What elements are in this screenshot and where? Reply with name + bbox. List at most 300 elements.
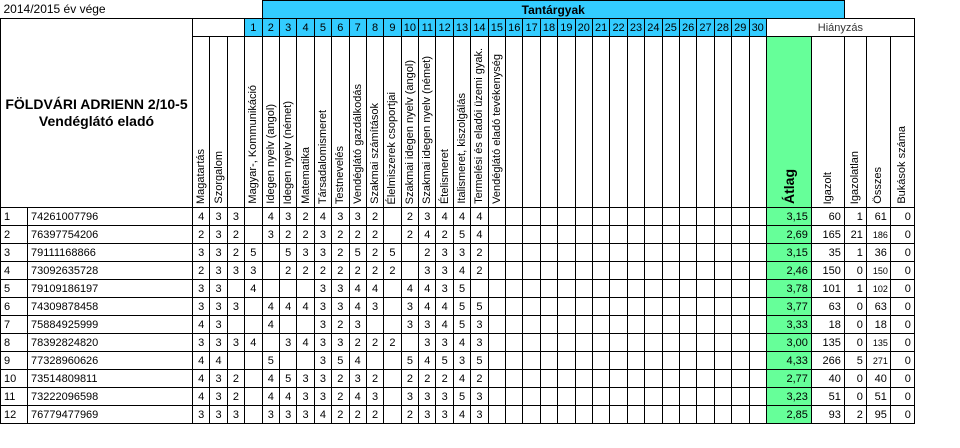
- grade-cell: 2: [384, 262, 401, 280]
- grade-cell: [732, 352, 749, 370]
- grade-cell: [714, 352, 731, 370]
- grade-cell: 2: [297, 226, 314, 244]
- grade-cell: [679, 226, 696, 244]
- grade-cell: [575, 388, 592, 406]
- justified-cell: 150: [811, 262, 844, 280]
- grade-cell: [523, 370, 540, 388]
- col-average-label: Átlag: [780, 169, 797, 204]
- average-cell: 4,33: [766, 352, 811, 370]
- grade-cell: [540, 226, 557, 244]
- unjustified-cell: 0: [844, 262, 866, 280]
- grade-cell: [575, 298, 592, 316]
- col-behaviour: [193, 37, 210, 208]
- failures-cell: 0: [890, 244, 914, 262]
- total-cell: 36: [866, 244, 890, 262]
- grade-cell: [662, 388, 679, 406]
- grade-cell: [506, 262, 523, 280]
- grade-cell: [749, 370, 766, 388]
- subject-number: 2: [262, 19, 279, 37]
- grade-cell: [732, 388, 749, 406]
- unjustified-cell: 0: [844, 334, 866, 352]
- grade-cell: 3: [210, 244, 227, 262]
- grade-cell: [506, 334, 523, 352]
- grade-cell: [245, 226, 262, 244]
- grade-cell: [610, 370, 627, 388]
- grade-cell: [227, 316, 244, 334]
- grade-cell: [384, 298, 401, 316]
- grade-cell: [732, 280, 749, 298]
- grade-cell: [540, 244, 557, 262]
- grade-cell: [749, 298, 766, 316]
- subject-number: 18: [540, 19, 557, 37]
- unjustified-cell: 0: [844, 388, 866, 406]
- grade-cell: [662, 280, 679, 298]
- grade-cell: [245, 388, 262, 406]
- grade-cell: 3: [471, 406, 488, 424]
- subject-number: 14: [471, 19, 488, 37]
- grade-cell: [297, 316, 314, 334]
- grade-cell: [732, 334, 749, 352]
- grade-cell: [227, 352, 244, 370]
- row-number: 5: [1, 280, 28, 298]
- grade-cell: 3: [210, 226, 227, 244]
- grade-cell: 3: [314, 334, 331, 352]
- grade-cell: [627, 370, 644, 388]
- grade-cell: 4: [453, 406, 470, 424]
- grade-cell: 3: [366, 388, 383, 406]
- grade-cell: [714, 262, 731, 280]
- unjustified-cell: 21: [844, 226, 866, 244]
- grade-cell: 2: [297, 208, 314, 226]
- student-id: 79109186197: [28, 280, 193, 298]
- grade-cell: [227, 280, 244, 298]
- grade-cell: 3: [227, 262, 244, 280]
- total-cell: 95: [866, 406, 890, 424]
- grade-cell: [697, 226, 714, 244]
- grade-cell: 3: [332, 334, 349, 352]
- col-subject: [471, 37, 488, 208]
- col-subject-label: Italismeret, kiszolgálás: [456, 93, 469, 204]
- grade-cell: 2: [349, 406, 366, 424]
- grade-cell: 2: [227, 388, 244, 406]
- grade-cell: 3: [210, 406, 227, 424]
- grade-cell: 4: [262, 388, 279, 406]
- col-subject: [679, 37, 696, 208]
- grade-cell: 3: [262, 226, 279, 244]
- grade-cell: 5: [384, 244, 401, 262]
- grade-cell: 3: [210, 262, 227, 280]
- grade-cell: 3: [262, 406, 279, 424]
- grade-cell: 3: [471, 388, 488, 406]
- grade-cell: [645, 208, 662, 226]
- total-cell: 102: [866, 280, 890, 298]
- grade-cell: [714, 208, 731, 226]
- grade-cell: [488, 280, 505, 298]
- grade-cell: [610, 388, 627, 406]
- grade-cell: [506, 298, 523, 316]
- total-cell: 135: [866, 334, 890, 352]
- col-subject: [453, 37, 470, 208]
- subject-number: 29: [732, 19, 749, 37]
- grade-cell: 4: [279, 298, 296, 316]
- grade-cell: [262, 244, 279, 262]
- grade-cell: [245, 316, 262, 334]
- grade-cell: 4: [436, 208, 453, 226]
- grade-cell: [749, 244, 766, 262]
- justified-cell: 266: [811, 352, 844, 370]
- grade-cell: [488, 352, 505, 370]
- col-subject: [749, 37, 766, 208]
- average-cell: 3,15: [766, 208, 811, 226]
- grade-cell: 3: [349, 316, 366, 334]
- grade-cell: 3: [332, 208, 349, 226]
- grade-cell: [627, 406, 644, 424]
- grade-cell: 2: [279, 226, 296, 244]
- grade-cell: 3: [314, 370, 331, 388]
- grade-cell: 4: [453, 208, 470, 226]
- grade-cell: [679, 280, 696, 298]
- col-subject: [558, 37, 575, 208]
- justified-cell: 165: [811, 226, 844, 244]
- col-subject: [506, 37, 523, 208]
- col-subject: [297, 37, 314, 208]
- subject-number: 11: [419, 19, 436, 37]
- total-cell: 186: [866, 226, 890, 244]
- col-subject: [697, 37, 714, 208]
- average-cell: 3,00: [766, 334, 811, 352]
- grade-cell: [558, 208, 575, 226]
- grade-cell: 2: [332, 388, 349, 406]
- grade-cell: 2: [471, 244, 488, 262]
- grade-cell: 2: [193, 262, 210, 280]
- failures-cell: 0: [890, 226, 914, 244]
- grade-cell: [749, 280, 766, 298]
- subject-number: 10: [401, 19, 418, 37]
- grade-cell: [279, 316, 296, 334]
- total-cell: 271: [866, 352, 890, 370]
- grade-cell: 5: [279, 370, 296, 388]
- grade-cell: [662, 262, 679, 280]
- grade-cell: [610, 208, 627, 226]
- grade-cell: [592, 226, 609, 244]
- grade-cell: [575, 406, 592, 424]
- student-id: 75884925999: [28, 316, 193, 334]
- grade-cell: 3: [210, 388, 227, 406]
- grade-cell: 2: [193, 226, 210, 244]
- justified-cell: 60: [811, 208, 844, 226]
- grade-cell: 4: [193, 208, 210, 226]
- grade-cell: [627, 208, 644, 226]
- grade-cell: 4: [349, 388, 366, 406]
- grade-cell: [575, 208, 592, 226]
- grade-cell: 3: [279, 334, 296, 352]
- subject-number: 9: [384, 19, 401, 37]
- header-row-2: [1, 19, 915, 37]
- grade-cell: [523, 334, 540, 352]
- grade-cell: [488, 316, 505, 334]
- grade-cell: [245, 370, 262, 388]
- grade-cell: 3: [193, 244, 210, 262]
- table-row: [1, 208, 915, 226]
- col-subject-label: Testnevelés: [334, 145, 347, 204]
- grade-cell: [697, 334, 714, 352]
- grade-cell: 2: [227, 226, 244, 244]
- average-cell: 2,46: [766, 262, 811, 280]
- grade-cell: [558, 406, 575, 424]
- grade-cell: [627, 262, 644, 280]
- col-failures-label: Bukások száma: [896, 126, 909, 204]
- grade-cell: 3: [227, 334, 244, 352]
- grade-cell: 4: [297, 298, 314, 316]
- grade-cell: 2: [332, 262, 349, 280]
- grade-cell: 5: [401, 352, 418, 370]
- grade-cell: 4: [453, 370, 470, 388]
- grade-cell: 3: [419, 208, 436, 226]
- absence-title: Hiányzás: [766, 19, 914, 37]
- grade-cell: 2: [332, 226, 349, 244]
- grade-cell: [384, 226, 401, 244]
- grade-cell: 4: [193, 316, 210, 334]
- grade-cell: 3: [297, 244, 314, 262]
- grade-cell: 3: [227, 406, 244, 424]
- grade-cell: 4: [279, 388, 296, 406]
- unjustified-cell: 1: [844, 280, 866, 298]
- grade-cell: [697, 370, 714, 388]
- grade-cell: 2: [332, 406, 349, 424]
- total-cell: 61: [866, 208, 890, 226]
- subject-number: 3: [279, 19, 296, 37]
- grade-cell: [610, 406, 627, 424]
- justified-cell: 135: [811, 334, 844, 352]
- col-subject: [245, 37, 262, 208]
- col-justified-label: Igazolt: [821, 171, 834, 204]
- grade-cell: [297, 280, 314, 298]
- student-id: 73222096598: [28, 388, 193, 406]
- table-row: [1, 244, 915, 262]
- student-id: 76779477969: [28, 406, 193, 424]
- grade-cell: 3: [419, 388, 436, 406]
- justified-cell: 101: [811, 280, 844, 298]
- col-subject-label: Szakmai idegen nyelv (angol): [403, 59, 416, 204]
- grade-cell: 2: [384, 334, 401, 352]
- unjustified-cell: 0: [844, 298, 866, 316]
- grade-cell: [262, 280, 279, 298]
- grade-cell: 2: [471, 262, 488, 280]
- subject-number: 17: [523, 19, 540, 37]
- grade-cell: [488, 244, 505, 262]
- spacer: [227, 1, 262, 19]
- table-row: [1, 262, 915, 280]
- grade-cell: 2: [366, 406, 383, 424]
- grade-cell: [679, 244, 696, 262]
- subject-number: 25: [662, 19, 679, 37]
- col-subject: [540, 37, 557, 208]
- subject-number: 28: [714, 19, 731, 37]
- subject-number: 23: [627, 19, 644, 37]
- grade-cell: [749, 208, 766, 226]
- grade-cell: 4: [419, 280, 436, 298]
- subject-number: 22: [610, 19, 627, 37]
- grade-cell: [384, 388, 401, 406]
- grade-cell: 3: [401, 316, 418, 334]
- grade-cell: [592, 244, 609, 262]
- grade-cell: 2: [297, 262, 314, 280]
- failures-cell: 0: [890, 208, 914, 226]
- grade-cell: 2: [349, 262, 366, 280]
- grade-cell: [245, 352, 262, 370]
- grade-cell: [558, 370, 575, 388]
- total-cell: 63: [866, 298, 890, 316]
- grade-cell: [627, 280, 644, 298]
- col-subject-label: Matematika: [299, 147, 312, 204]
- grade-cell: 5: [245, 244, 262, 262]
- table-row: [1, 388, 915, 406]
- col-subject-label: Vendéglátó gazdálkodás: [351, 84, 364, 204]
- grade-cell: [749, 226, 766, 244]
- average-cell: 2,69: [766, 226, 811, 244]
- grade-cell: [645, 226, 662, 244]
- grade-cell: 3: [210, 298, 227, 316]
- student-id: 77328960626: [28, 352, 193, 370]
- grade-cell: 3: [401, 388, 418, 406]
- grade-cell: [506, 316, 523, 334]
- grade-cell: 3: [471, 334, 488, 352]
- grade-cell: [558, 262, 575, 280]
- unjustified-cell: 0: [844, 370, 866, 388]
- grade-cell: 4: [245, 280, 262, 298]
- student-id: 74261007796: [28, 208, 193, 226]
- grade-cell: 3: [245, 262, 262, 280]
- grade-cell: [645, 298, 662, 316]
- grade-cell: 4: [453, 262, 470, 280]
- grade-cell: 3: [279, 208, 296, 226]
- grade-cell: [506, 226, 523, 244]
- grade-cell: 3: [436, 262, 453, 280]
- grade-cell: [488, 334, 505, 352]
- grade-cell: 4: [297, 334, 314, 352]
- col-subject: [714, 37, 731, 208]
- grade-cell: [627, 316, 644, 334]
- col-subject: [419, 37, 436, 208]
- grade-cell: 3: [210, 334, 227, 352]
- grade-cell: [575, 352, 592, 370]
- grade-cell: [732, 208, 749, 226]
- grade-cell: 3: [314, 316, 331, 334]
- col-subject: [349, 37, 366, 208]
- grade-cell: 4: [349, 352, 366, 370]
- failures-cell: 0: [890, 316, 914, 334]
- grade-cell: 2: [366, 244, 383, 262]
- grade-cell: [575, 334, 592, 352]
- grade-cell: [749, 262, 766, 280]
- grade-cell: [714, 316, 731, 334]
- justified-cell: 51: [811, 388, 844, 406]
- grade-cell: [610, 280, 627, 298]
- grade-cell: [506, 388, 523, 406]
- grade-cell: 4: [193, 388, 210, 406]
- grade-cell: [401, 334, 418, 352]
- grade-cell: [262, 334, 279, 352]
- grade-cell: 3: [419, 406, 436, 424]
- grade-cell: [645, 316, 662, 334]
- grade-cell: [645, 388, 662, 406]
- grade-cell: 2: [401, 208, 418, 226]
- grade-cell: 3: [193, 298, 210, 316]
- grade-cell: 2: [419, 244, 436, 262]
- col-unjustified-label: Igazolatlan: [849, 150, 862, 204]
- grade-cell: [575, 316, 592, 334]
- table-row: [1, 280, 915, 298]
- student-id: 73514809811: [28, 370, 193, 388]
- grade-cell: [645, 262, 662, 280]
- grade-cell: [384, 208, 401, 226]
- col-unjustified: [844, 37, 866, 208]
- grade-cell: [506, 370, 523, 388]
- grade-cell: [645, 280, 662, 298]
- grade-cell: [697, 352, 714, 370]
- grade-cell: [714, 280, 731, 298]
- col-subject-label: Magyar-, Kommunikáció: [247, 85, 260, 204]
- grade-cell: [575, 226, 592, 244]
- grade-cell: [679, 352, 696, 370]
- grade-cell: [523, 406, 540, 424]
- grade-cell: 3: [366, 298, 383, 316]
- col-subject-label: Ételismeret: [438, 148, 451, 204]
- grade-cell: [662, 244, 679, 262]
- subjects-title: Tantárgyak: [262, 1, 844, 19]
- grade-cell: [540, 370, 557, 388]
- grade-cell: 3: [193, 334, 210, 352]
- grade-cell: 3: [210, 316, 227, 334]
- grade-cell: [679, 406, 696, 424]
- grade-cell: [279, 280, 296, 298]
- grade-cell: 2: [419, 370, 436, 388]
- subject-number: 24: [645, 19, 662, 37]
- subject-number: 8: [366, 19, 383, 37]
- grade-cell: [627, 226, 644, 244]
- col-diligence-label: Szorgalom: [212, 151, 225, 204]
- grade-cell: [488, 388, 505, 406]
- blank-cell: [193, 19, 245, 37]
- grade-cell: 4: [436, 316, 453, 334]
- grade-cell: [592, 280, 609, 298]
- grade-cell: [471, 280, 488, 298]
- grade-cell: [523, 352, 540, 370]
- grade-cell: 2: [227, 244, 244, 262]
- grade-cell: 3: [436, 334, 453, 352]
- grade-cell: [575, 262, 592, 280]
- grade-cell: [384, 316, 401, 334]
- grade-cell: [662, 298, 679, 316]
- grade-cell: [540, 406, 557, 424]
- col-total-label: Összes: [872, 167, 885, 204]
- average-cell: 3,33: [766, 316, 811, 334]
- grade-cell: [697, 208, 714, 226]
- subject-number: 27: [697, 19, 714, 37]
- table-row: [1, 406, 915, 424]
- grade-cell: 5: [279, 244, 296, 262]
- col-subject: [592, 37, 609, 208]
- average-cell: 2,77: [766, 370, 811, 388]
- grade-cell: [558, 334, 575, 352]
- grade-cell: [679, 208, 696, 226]
- grade-cell: [488, 406, 505, 424]
- grade-cell: [662, 352, 679, 370]
- col-subject-label: Idegen nyelv (német): [282, 100, 295, 204]
- grade-cell: 5: [262, 352, 279, 370]
- grade-cell: 5: [471, 352, 488, 370]
- grade-cell: 4: [193, 352, 210, 370]
